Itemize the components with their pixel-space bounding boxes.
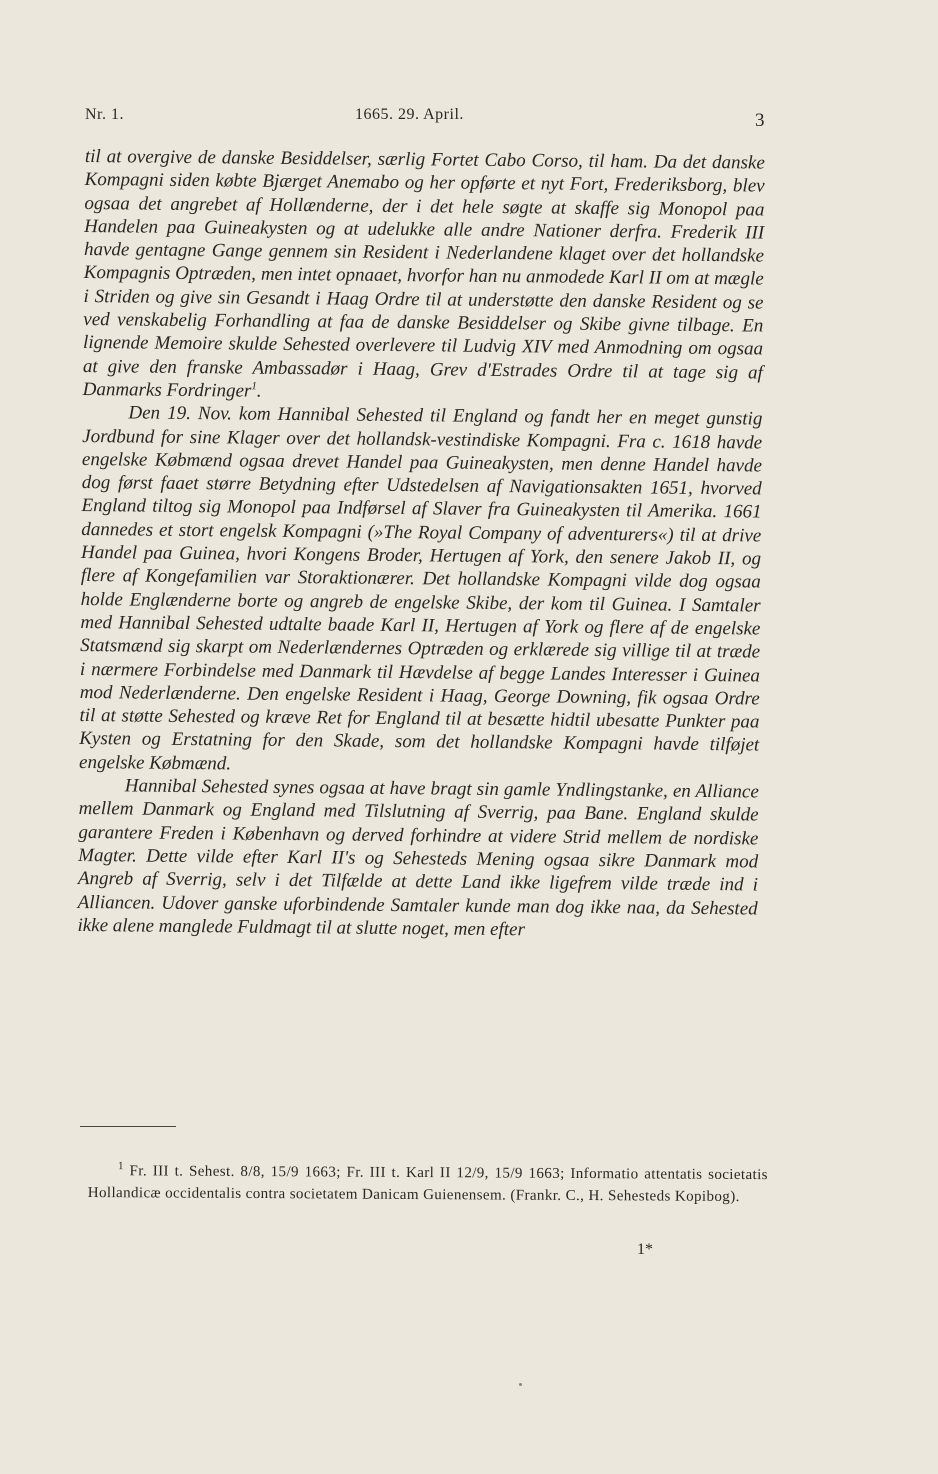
page-number: 3 [755,110,765,131]
paragraph: til at overgive de danske Besiddelser, særlig Fortet Cabo Corso, til ham. Da det danske Kompagni siden købte Bjærget Anemabo og her opførte et nyt Fort, Frederiksborg, blev ogsaa det angrebet af Hollænderne, der i det hele søgte at skaffe sig Monopol paa Handelen paa Guineakysten og at udelukke alle andre Nationer derfra. Frederik III havde gentagne Gange gennem sin Resident i Nederlandene klaget over det hollandske Kompagnis Optræden, men intet opnaaet, hvorfor han nu anmodede Karl II om at mægle i Striden og give sin Gesandt i Haag Ordre til at understøtte den danske Resident og se ved venskabelig Forhandling at faa de danske Besiddelser og Skibe givne tilbage. En lignende Memoire skulde Sehested overlevere til Ludvig XIV med Anmodning om ogsaa at give den franske Ambassadør i Haag, Grev d'Estrades Ordre til at tage sig af Danmarks Fordringer$^1$. [82,145,765,402]
footnote-marker: 1 [117,1160,124,1173]
signature-mark: 1* [637,1241,653,1258]
document-date: 1665. 29. April. [355,106,464,123]
paper-speck [519,1383,522,1386]
paragraph: Den 19. Nov. kom Hannibal Sehested til England og fandt her en meget gunstig Jordbund for sine Klager over det hollandsk-vestindiske Kompagni. Fra c. 1618 havde engelske Købmænd ogsaa drevet Handel paa Guineakysten, men denne Handel havde dog først faaet større Betydning efter Udstedelsen af Navigationsakten 1651, hvorved England tiltog sig Monopol paa Indførsel af Slaver fra Guineakysten til Amerika. 1661 dannedes et stort engelsk Kompagni (»The Royal Company of adventurers«) til at drive Handel paa Guinea, hvori Kongens Broder, Hertugen af York, den senere Jakob II, og flere af Kongefamilien var Storaktionærer. Det hollandske Kompagni vilde dog ogsaa holde Englænderne borte og angreb de engelske Skibe, der kom til Guinea. I Samtaler med Hannibal Sehested udtalte baade Karl II, Hertugen af York og flere af de engelske Statsmænd sig skarpt om Nederlændernes Optræden og erklærede sig villige til at træde i nærmere Forbindelse med Danmark til Hævdelse af begge Landes Interesser i Guinea mod Nederlænderne. Den engelske Resident i Haag, George Downing, fik ogsaa Ordre til at støtte Sehested og kræve Ret for England til at besætte hidtil ubesatte Punkter paa Kysten og Erstatning for den Skade, som det hollandske Kompagni havde tilføjet engelske Købmænd. [78,402,763,775]
paragraph: Hannibal Sehested synes ogsaa at have bragt sin gamle Yndlingstanke, en Alliance mellem Danmark og England med Tilslutning af Sverrig, paa Bane. England skulde garantere Freden i København og derved forhindre at videre Strid mellem de nordiske Magter. Dette vilde efter Karl II's og Sehesteds Mening ogsaa sikre Danmark mod Angreb af Sverrig, selv i det Tilfælde at dette Land ikke ligefrem vilde træde ind i Alliancen. Udover ganske uforbindende Samtaler kunde man dog ikke naa, da Sehested ikke alene manglede Fuldmagt til at slutte noget, men efter [77,775,759,941]
body-text [77,145,765,944]
footnote [88,1160,768,1208]
footnote-reference: 1 [251,380,257,393]
running-header [85,106,765,136]
footnote-text: Fr. III t. Sehest. 8/8, 15/9 1663; Fr. III t. Karl II 12/9, 15/9 1663; Informatio attentatis societatis Hollandicæ occidentalis contra societatem Danicam Guienensem. (Frankr. C., H. Sehesteds Kopibog). [87,1163,768,1205]
footnote-divider [80,1126,176,1127]
issue-number: Nr. 1. [85,106,124,123]
